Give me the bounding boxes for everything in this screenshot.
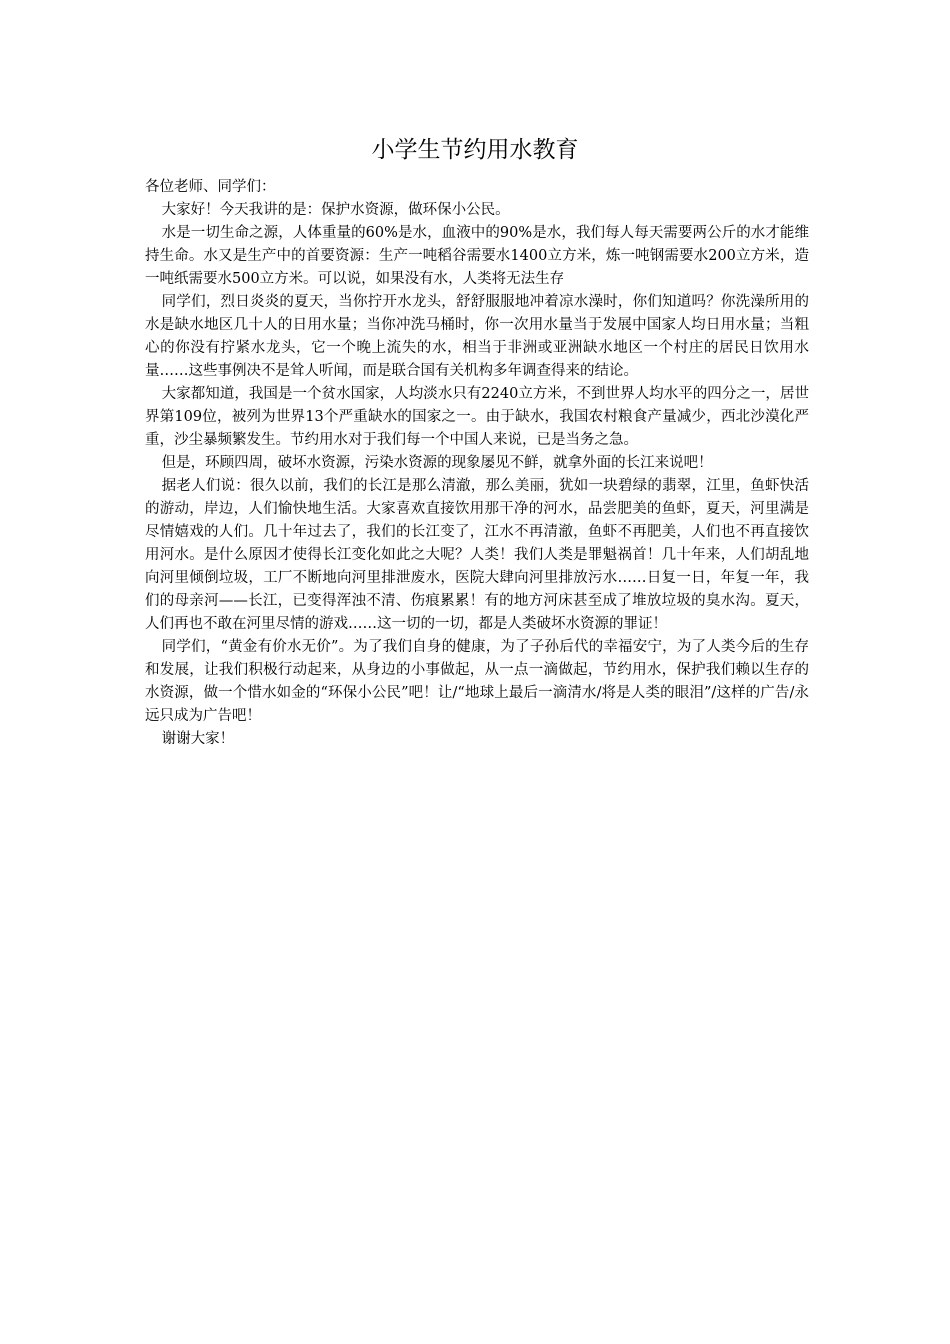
document-title: 小学生节约用水教育 bbox=[371, 137, 579, 163]
salutation: 各位老师、同学们： bbox=[145, 179, 276, 195]
paragraph-water-shortage: 大家都知道，我国是一个贫水国家，人均淡水只有2240立方米，不到世界人均水平的四分之一，居世界第109位，被列为世界13个严重缺水的国家之一。由于缺水，我国农村粮食产量减少，西北沙漠化严重，沙尘暴频繁发生。节约用水对于我们每一个中国人来说，已是当务之急。 bbox=[145, 386, 809, 448]
paragraph-call-to-action: 同学们，“黄金有价水无价”。为了我们自身的健康，为了子孙后代的幸福安宁，为了人类今后的生存和发展，让我们积极行动起来，从身边的小事做起，从一点一滴做起，节约用水，保护我们赖以生存的水资源，做一个惜水如金的“环保小公民”吧！让/“地球上最后一滴清水/将是人类的眼泪”/这样的广告/永远只成为广告吧！ bbox=[145, 639, 809, 724]
paragraph-pollution-intro: 但是，环顾四周，破坏水资源，污染水资源的现象屡见不鲜，就拿外面的长江来说吧！ bbox=[161, 455, 713, 471]
paragraph-yangtze-story: 据老人们说：很久以前，我们的长江是那么清澈，那么美丽，犹如一块碧绿的翡翠，江里，鱼虾快活的游动，岸边，人们愉快地生活。大家喜欢直接饮用那干净的河水，品尝肥美的鱼虾，夏天，河里满是尽情嬉戏的人们。几十年过去了，我们的长江变了，江水不再清澈，鱼虾不再肥美，人们也不再直接饮用河水。是什么原因才使得长江变化如此之大呢？人类！我们人类是罪魁祸首！几十年来，人们胡乱地向河里倾倒垃圾，工厂不断地向河里排泄废水，医院大肆向河里排放污水……日复一日，年复一年，我们的母亲河——长江，已变得浑浊不清、伤痕累累！有的地方河床甚至成了堆放垃圾的臭水沟。夏天，人们再也不敢在河里尽情的游戏……这一切的一切，都是人类破坏水资源的罪证！ bbox=[145, 478, 809, 632]
paragraph-greeting: 大家好！今天我讲的是：保护水资源，做环保小公民。 bbox=[161, 202, 510, 218]
paragraph-closing: 谢谢大家！ bbox=[161, 731, 235, 747]
paragraph-daily-usage: 同学们，烈日炎炎的夏天，当你拧开水龙头，舒舒服服地冲着凉水澡时，你们知道吗？你洗澡所用的水是缺水地区几十人的日用水量；当你冲洗马桶时，你一次用水量当于发展中国家人均日用水量；当粗心的你没有拧紧水龙头，它一个晚上流失的水，相当于非洲或亚洲缺水地区一个村庄的居民日饮用水量……这些事例决不是耸人听闻，而是联合国有关机构多年调查得来的结论。 bbox=[145, 294, 809, 379]
document-body bbox=[145, 176, 809, 751]
paragraph-water-source: 水是一切生命之源，人体重量的60%是水，血液中的90%是水，我们每人每天需要两公斤的水才能维持生命。水又是生产中的首要资源：生产一吨稻谷需要水1400立方米，炼一吨钢需要水200立方米，造一吨纸需要水500立方米。可以说，如果没有水，人类将无法生存 bbox=[145, 225, 809, 287]
